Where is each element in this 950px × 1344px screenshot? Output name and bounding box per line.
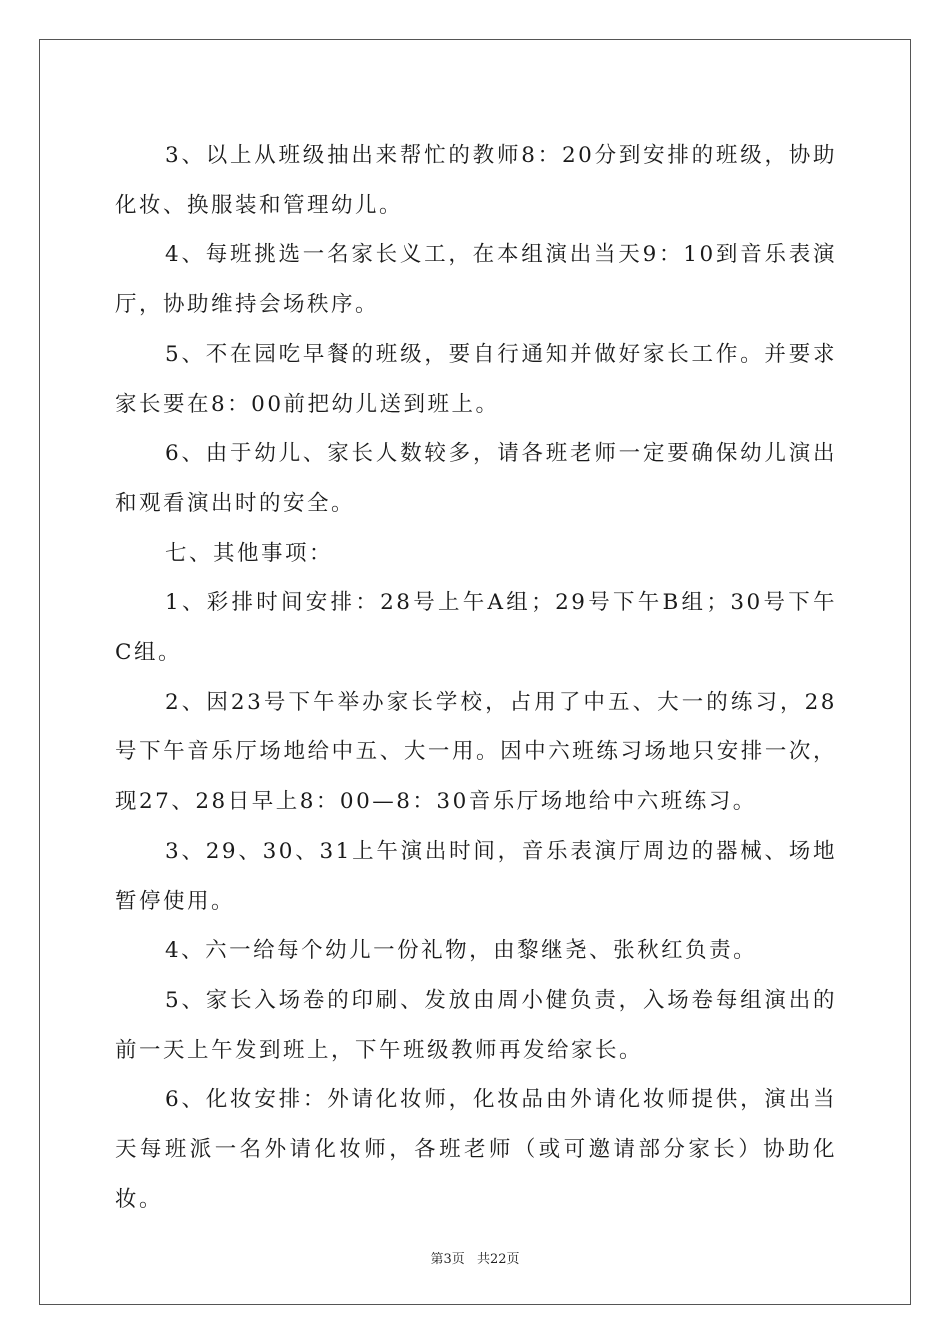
paragraph: 2、因23号下午举办家长学校，占用了中五、大一的练习，28号下午音乐厅场地给中五、大一用。因中六班练习场地只安排一次，现27、28日早上8：00—8：30音乐厅场地给中六班练习。 [115, 689, 837, 815]
paragraph: 5、家长入场卷的印刷、发放由周小健负责，入场卷每组演出的前一天上午发到班上，下午班级教师再发给家长。 [115, 987, 837, 1063]
paragraph: 5、不在园吃早餐的班级，要自行通知并做好家长工作。并要求家长要在8：00前把幼儿送到班上。 [115, 341, 837, 417]
document-body [115, 131, 837, 1224]
page-number: 第3页 [430, 1252, 465, 1267]
paragraph: 4、六一给每个幼儿一份礼物，由黎继尧、张秋红负责。 [165, 938, 758, 964]
paragraph: 4、每班挑选一名家长义工，在本组演出当天9：10到音乐表演厅，协助维持会场秩序。 [115, 242, 837, 318]
paragraph: 3、以上从班级抽出来帮忙的教师8：20分到安排的班级，协助化妆、换服装和管理幼儿。 [115, 143, 837, 218]
page-total: 共22页 [476, 1252, 520, 1267]
paragraph: 3、29、30、31上午演出时间，音乐表演厅周边的器械、场地暂停使用。 [115, 838, 837, 914]
page-footer [0, 1248, 950, 1267]
section-heading: 七、其他事项： [165, 540, 334, 566]
paragraph: 6、化妆安排：外请化妆师，化妆品由外请化妆师提供，演出当天每班派一名外请化妆师，各班老师（或可邀请部分家长）协助化妆。 [115, 1087, 837, 1212]
paragraph: 1、彩排时间安排：28号上午A组；29号下午B组；30号下午C组。 [115, 590, 837, 666]
paragraph: 6、由于幼儿、家长人数较多，请各班老师一定要确保幼儿演出和观看演出时的安全。 [115, 441, 837, 516]
